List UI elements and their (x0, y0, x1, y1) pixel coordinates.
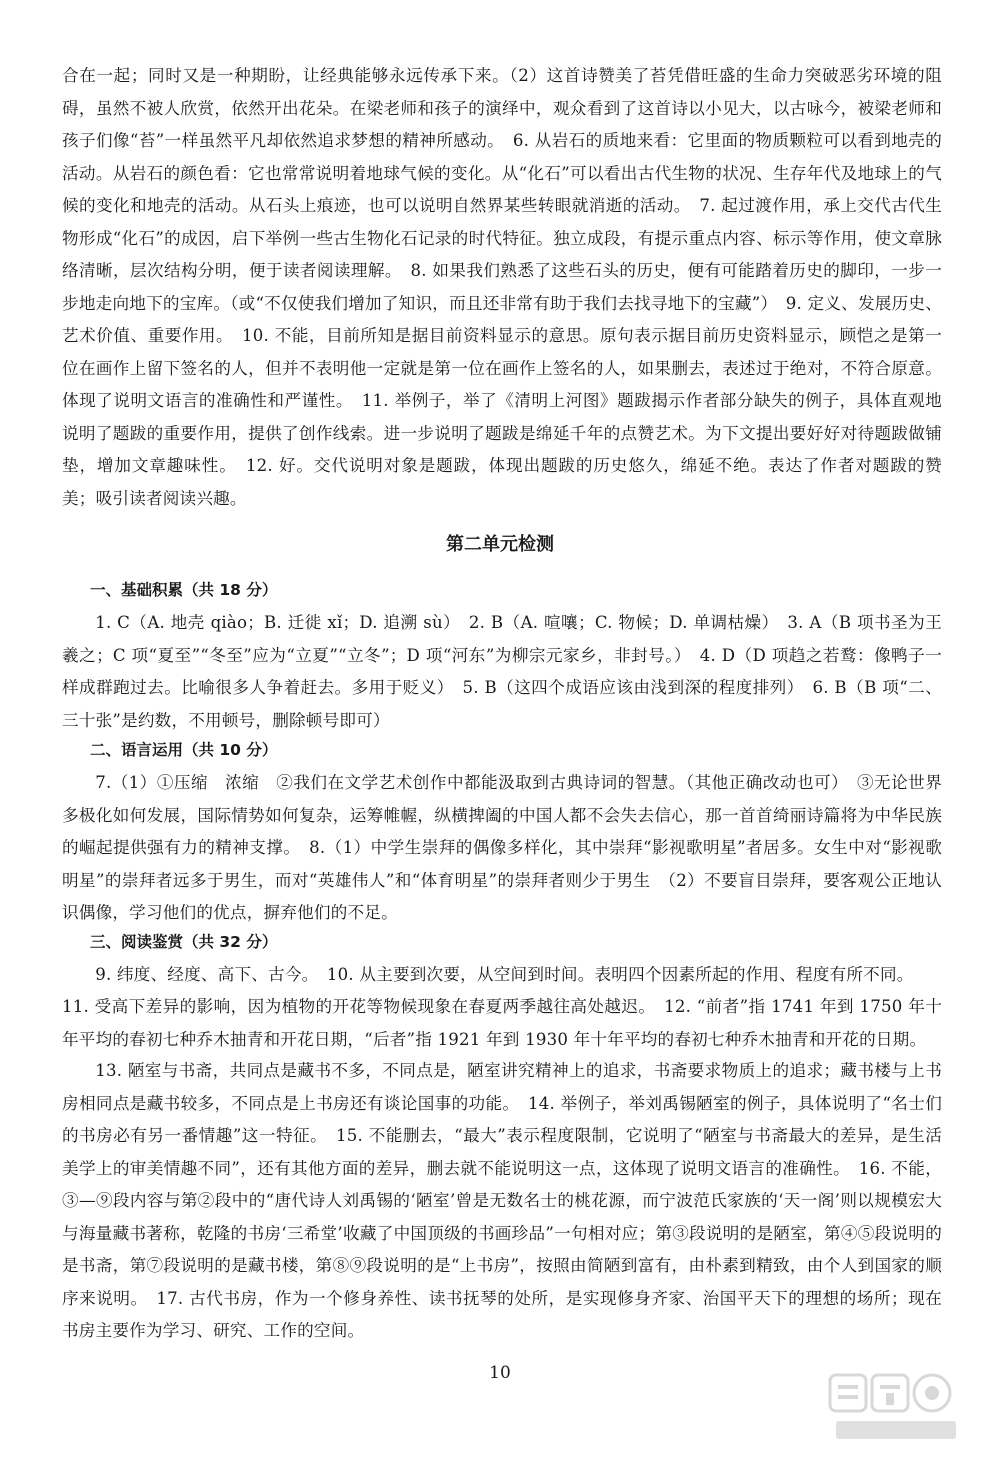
part3-answers-c: 13. 陋室与书斋，共同点是藏书不多，不同点是，陋室讲究精神上的追求，书斋要求物质上的追求；藏书楼与上书房相同点是藏书较多，不同点是上书房还有谈论国事的功能。 14. 举例子，举刘禹锡陋室的例子，具体说明了“名士们的书房必有另一番情趣”这一特征。 15. 不能删去，“最大”表示程度限制，它说明了“陋室与书斋最大的差异，是生活美学上的审美情趣不同”，还有其他方面的差异，删去就不能说明这一点，这体现了说明文语言的准确性。 16. 不能，③—⑨段内容与第②段中的“唐代诗人刘禹锡的‘陋室’曾是无数名士的桃花源，而宁波范氏家族的‘天一阁’则以规模宏大与海量藏书著称，乾隆的书房‘三希堂’收藏了中国顶级的书画珍品”一句相对应；第③段说明的是陋室，第④⑤段说明的是书斋，第⑦段说明的是藏书楼，第⑧⑨段说明的是“上书房”，按照由简陋到富有，由朴素到精致，由个人到国家的顺序来说明。 17. 古代书房，作为一个修身养性、读书抚琴的处所，是实现修身齐家、治国平天下的理想的场所；现在书房主要作为学习、研究、工作的空间。 (62, 1061, 942, 1340)
part3-answers-a: 9. 纬度、经度、高下、古今。 10. 从主要到次要，从空间到时间。表明四个因素所起的作用、程度有所不同。 (95, 965, 914, 984)
answer-continuation-paragraph: 合在一起；同时又是一种期盼，让经典能够永远传承下来。（2）这首诗赞美了苔凭借旺盛的生命力突破恶劣环境的阻碍，虽然不被人欣赏，依然开出花朵。在梁老师和孩子的演绎中，观众看到了这首诗以小见大，以古咏今，被梁老师和孩子们像“苔”一样虽然平凡却依然追求梦想的精神所感动。 6. 从岩石的质地来看：它里面的物质颗粒可以看到地壳的活动。从岩石的颜色看：它也常常说明着地球气候的变化。从“化石”可以看出古代生物的状况、生存年代及地球上的气候的变化和地壳的活动。从石头上痕迹，也可以说明自然界某些转眼就消逝的活动。 7. 起过渡作用，承上交代古代生物形成“化石”的成因，启下举例一些古生物化石记录的时代特征。独立成段，有提示重点内容、标示等作用，使文章脉络清晰，层次结构分明，便于读者阅读理解。 8. 如果我们熟悉了这些石头的历史，便有可能踏着历史的脚印，一步一步地走向地下的宝库。（或“不仅使我们增加了知识，而且还非常有助于我们去找寻地下的宝藏”） 9. 定义、发展历史、艺术价值、重要作用。 10. 不能，目前所知是据目前资料显示的意思。原句表示据目前历史资料显示，顾恺之是第一位在画作上留下签名的人，但并不表明他一定就是第一位在画作上签名的人，如果删去，表述过于绝对，不符合原意。体现了说明文语言的准确性和严谨性。 11. 举例子，举了《清明上河图》题跋揭示作者部分缺失的例子，具体直观地说明了题跋的重要作用，提供了创作线索。进一步说明了题跋是绵延千年的点赞艺术。为下文提出要好好对待题跋做铺垫，增加文章趣味性。 12. 好。交代说明对象是题跋，体现出题跋的历史悠久，绵延不绝。表达了作者对题跋的赞美；吸引读者阅读兴趣。 (62, 66, 942, 508)
watermark-logo (826, 1369, 976, 1449)
part3-heading: 三、阅读鉴赏（共 32 分） (90, 933, 278, 951)
part1-answers: 1. C（A. 地壳 qiào；B. 迁徙 xǐ；D. 追溯 sù） 2. B（A. 喧嚷；C. 物候；D. 单调枯燥） 3. A（B 项书圣为王羲之；C 项“夏至”“冬至”应为“立夏”“立冬”；D 项“河东”为柳宗元家乡，非封号。） 4. D（D 项趋之若鹜：像鸭子一样成群跑过去。比喻很多人争着赶去。多用于贬义） 5. B（这四个成语应该由浅到深的程度排列） 6. B（B 项“二、三十张”是约数，不用顿号，删除顿号即可） (62, 613, 942, 730)
section-title: 第二单元检测 (446, 534, 554, 555)
part1-heading: 一、基础积累（共 18 分） (90, 581, 278, 599)
page-number: 10 (489, 1363, 511, 1383)
part2-answers: 7.（1）①压缩 浓缩 ②我们在文学艺术创作中都能汲取到古典诗词的智慧。（其他正确改动也可） ③无论世界多极化如何发展，国际情势如何复杂，运筹帷幄，纵横捭阖的中国人都不会失去信心，那一首首绮丽诗篇将为中华民族的崛起提供强有力的精神支撑。 8.（1）中学生崇拜的偶像多样化，其中崇拜“影视歌明星”者居多。女生中对“影视歌明星”的崇拜者远多于男生，而对“英雄伟人”和“体育明星”的崇拜者则少于男生 （2）不要盲目崇拜，要客观公正地认识偶像，学习他们的优点，摒弃他们的不足。 (62, 773, 942, 922)
part2-heading: 二、语言运用（共 10 分） (90, 741, 278, 759)
part3-answers-b: 11. 受高下差异的影响，因为植物的开花等物候现象在春夏两季越往高处越迟。 12. “前者”指 1741 年到 1750 年十年平均的春初七种乔木抽青和开花日期，“后者”指 1921 年到 1930 年十年平均的春初七种乔木抽青和开花的日期。 (62, 997, 942, 1049)
